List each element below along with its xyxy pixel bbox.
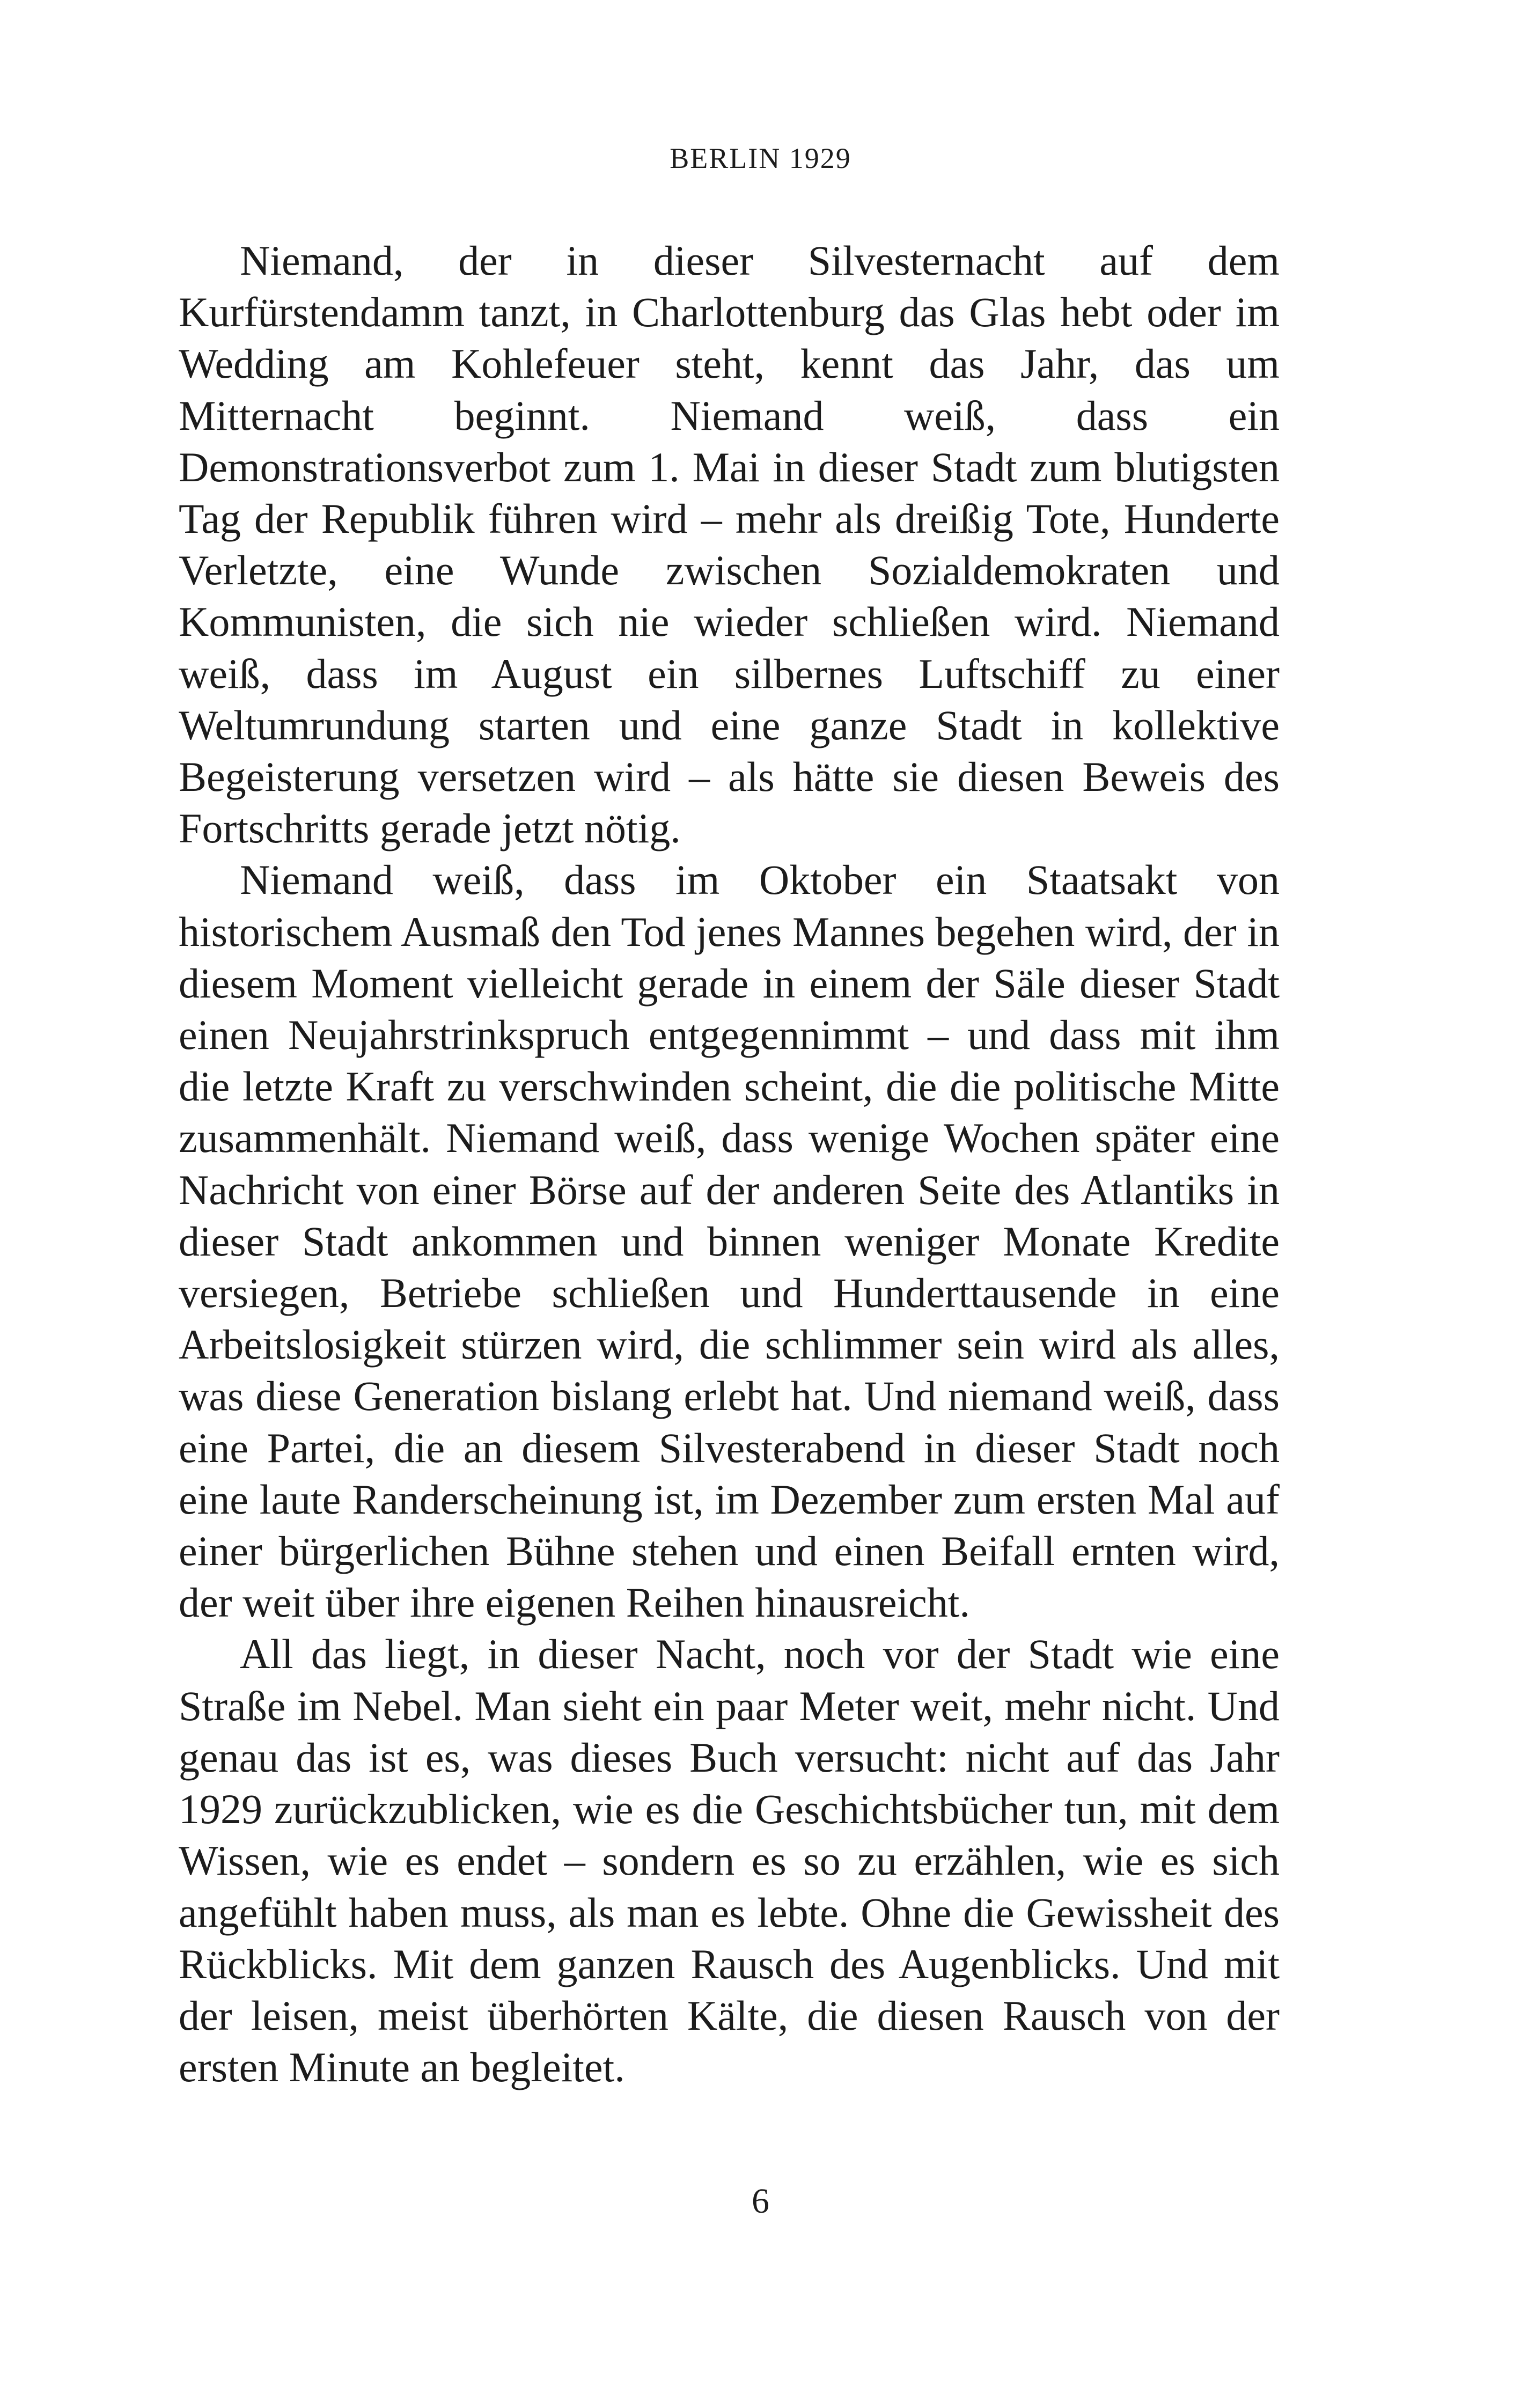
paragraph-3: All das liegt, in dieser Nacht, noch vor der Stadt wie eine Straße im Nebel. Man sieht ein paar Meter weit, mehr nicht. Und genau das ist es, was dieses Buch versucht: nicht auf das Jahr 1929 zurückzublicken, wie es die Geschichtsbücher tun, mit dem Wissen, wie es endet – sondern es so zu erzählen, wie es sich angefühlt haben muss, als man es lebte. Ohne die Gewissheit des Rückblicks. Mit dem ganzen Rausch des Augenblicks. Und mit der leisen, meist überhörten Kälte, die diesen Rausch von der ersten Minute an begleitet. xyxy=(179,1631,1280,2091)
paragraph-2: Niemand weiß, dass im Oktober ein Staatsakt von historischem Ausmaß den Tod jenes Mannes begehen wird, der in diesem Moment vielleicht gerade in einem der Säle dieser Stadt einen Neujahrstrinkspruch entgegennimmt – und dass mit ihm die letzte Kraft zu verschwinden scheint, die die politische Mitte zusammenhält. Niemand weiß, dass wenige Wochen später eine Nachricht von einer Börse auf der anderen Seite des Atlantiks in dieser Stadt ankommen und binnen weniger Monate Kredite versiegen, Betriebe schließen und Hunderttausende in eine Arbeitslosigkeit stürzen wird, die schlimmer sein wird als alles, was diese Generation bislang erlebt hat. Und niemand weiß, dass eine Partei, die an diesem Silvesterabend in dieser Stadt noch eine laute Randerscheinung ist, im Dezember zum ersten Mal auf einer bürgerlichen Bühne stehen und einen Beifall ernten wird, der weit über ihre eigenen Reihen hinausreicht. xyxy=(179,856,1280,1626)
running-head: BERLIN 1929 xyxy=(670,142,851,174)
body-text xyxy=(179,235,1280,2093)
paragraph-1: Niemand, der in dieser Silvesternacht auf dem Kurfürstendamm tanzt, in Charlottenburg das Glas hebt oder im Wedding am Kohlefeuer steht, kennt das Jahr, das um Mitternacht beginnt. Niemand weiß, dass ein Demonstrationsverbot zum 1. Mai in dieser Stadt zum blutigsten Tag der Republik führen wird – mehr als dreißig Tote, Hunderte Verletzte, eine Wunde zwischen Sozialdemokraten und Kommunisten, die sich nie wieder schließen wird. Niemand weiß, dass im August ein silbernes Luftschiff zu einer Weltumrundung starten und eine ganze Stadt in kollektive Begeisterung versetzen wird – als hätte sie diesen Beweis des Fortschritts gerade jetzt nötig. xyxy=(179,237,1280,852)
page-number: 6 xyxy=(752,2182,769,2221)
